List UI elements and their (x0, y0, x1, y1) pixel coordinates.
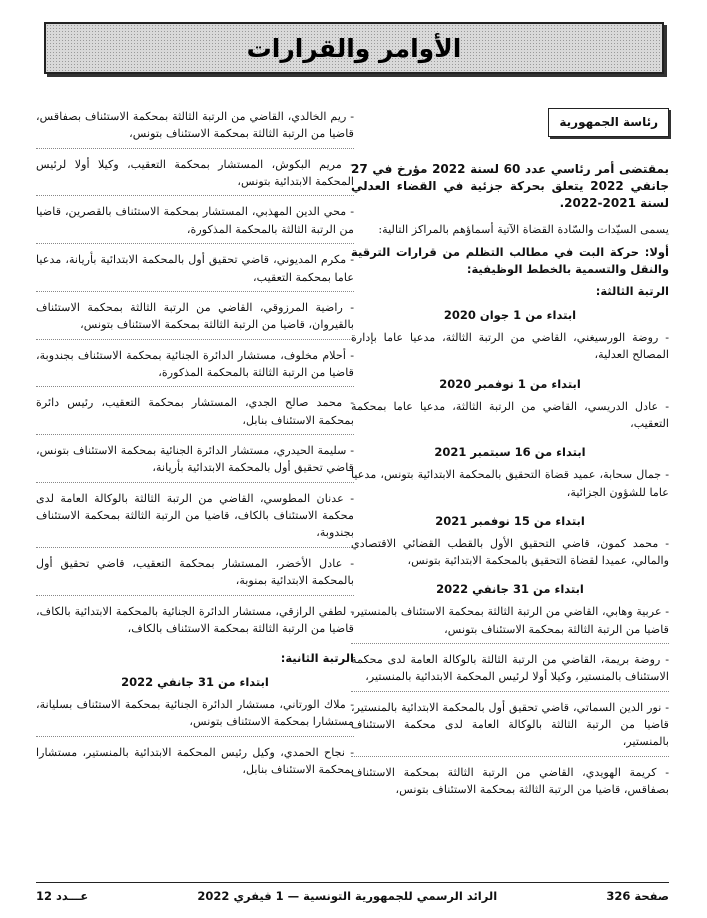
intro-paragraph: يسمى السيّدات والسّادة القضاة الآتية أسماؤهم بالمراكز التالية: (378, 222, 669, 236)
appointment-entry: - روضة الورسيغني، القاضي من الرتبة الثالثة، مدعيا عاما بإدارة المصالح العدلية، (351, 331, 669, 362)
appointment-entry: - ملاك الورتاني، مستشار الدائرة الجنائية بمحكمة الاستئناف بسليانة، مستشارا بمحكمة الاستئناف بتونس، (36, 696, 354, 737)
date-group (351, 603, 669, 803)
page-footer (36, 882, 669, 906)
appointment-entry: - محمد صالح الجدي، المستشار بمحكمة التعقيب، رئيس دائرة بمحكمة الاستئناف بنابل، (36, 394, 354, 435)
effective-date-heading: ابتداء من 1 نوفمبر 2020 (439, 376, 581, 391)
appointment-entry: - عربية وهابي، القاضي من الرتبة الثالثة بمحكمة الاستئناف بالمنستير، قاضيا من الرتبة الثالثة بمحكمة الاستئناف بتونس، (351, 603, 669, 644)
appointment-entry: - كريمة الهويدي، القاضي من الرتبة الثالثة بمحكمة الاستئناف بصفاقس، قاضيا من الرتبة الثالثة بمحكمة الاستئناف بتونس، (351, 765, 669, 797)
date-group (351, 398, 669, 438)
appointment-entry: - نجاح الحمدي، وكيل رئيس المحكمة الابتدائية بالمنستير، مستشارا بمحكمة الاستئناف بنابل، (36, 745, 354, 776)
appointment-entry: - مكرم المديوني، قاضي تحقيق أول بالمحكمة الابتدائية بأريانة، مدعيا عاما بمحكمة التعقيب، (36, 251, 354, 292)
rank-three-heading: الرتبة الثالثة: (595, 284, 669, 299)
appointment-entry: - سليمة الحيدري، مستشار الدائرة الجنائية بمحكمة الاستئناف بتونس، قاضي تحقيق أول بالمحكمة الابتدائية بأريانة، (36, 442, 354, 483)
footer-journal: الرائد الرسمي للجمهورية التونسية — 1 فيفري 2022 (197, 889, 498, 903)
effective-date-heading: ابتداء من 16 سبتمبر 2021 (434, 445, 586, 460)
date-group (351, 535, 669, 575)
first-heading: أولا: حركة البت في مطالب التظلم من قرارات الترقية والنقل والتسمية بالخطط الوظيفية: (351, 245, 669, 276)
appointment-entry: - أحلام مخلوف، مستشار الدائرة الجنائية بمحكمة الاستئناف بجندوبة، قاضيا من الرتبة الثالثة بالمحكمة المذكورة، (36, 347, 354, 388)
appointment-entry: - راضية المرزوقي، القاضي من الرتبة الثالثة بمحكمة الاستئناف بالقيروان، قاضيا من الرتبة الثالثة بمحكمة الاستئناف بتونس، (36, 299, 354, 340)
appointment-entry: - نور الدين السماتي، قاضي تحقيق أول بالمحكمة الابتدائية بالمنستير، قاضيا من الرتبة الثالثة بالوكالة العامة لدى محكمة الاستئناف بالمنستير، (351, 699, 669, 757)
effective-date-heading: ابتداء من 1 جوان 2020 (443, 308, 577, 323)
footer-page: صفحة 326 (606, 889, 669, 903)
left-date-heading: ابتداء من 31 جانفي 2022 (121, 675, 269, 690)
banner-title: الأوامر والقرارات (246, 33, 462, 63)
appointment-entry: - لطفي الرازقي، مستشار الدائرة الجنائية بالمحكمة الابتدائية بالكاف، قاضيا من الرتبة الثالثة بمحكمة الاستئناف بالكاف، (36, 604, 354, 635)
left-entries-rank2 (36, 696, 354, 783)
date-group (351, 466, 669, 506)
footer-issue: عـــدد 12 (36, 889, 89, 903)
right-groups (351, 307, 669, 803)
appointment-entry: - عدنان المطوسي، القاضي من الرتبة الثالثة بالوكالة العامة لدى محكمة الاستئناف بالكاف، قاضيا من الرتبة الثالثة بمحكمة الاستئناف بجندوبة، (36, 490, 354, 548)
rank-two-heading: الرتبة الثانية: (280, 651, 354, 666)
appointment-entry: - روضة بريمة، القاضي من الرتبة الثالثة بالوكالة العامة لدى محكمة الاستئناف بالمنستير، وكيلا أولا لرئيس المحكمة الابتدائية بالمنستير، (351, 651, 669, 692)
appointment-entry: - عادل الدريسي، القاضي من الرتبة الثالثة، مدعيا عاما بمحكمة التعقيب، (351, 399, 669, 430)
appointment-entry: - مريم البكوش، المستشار بمحكمة التعقيب، وكيلا أولا لرئيس المحكمة الابتدائية بتونس، (36, 156, 354, 197)
section-banner (44, 22, 664, 74)
left-column (36, 108, 354, 790)
date-group (351, 329, 669, 369)
appointment-entry: - محي الدين المهذبي، المستشار بمحكمة الاستئناف بالقصرين، قاضيا من الرتبة الثالثة بالمحكمة المذكورة، (36, 203, 354, 244)
appointment-entry: - محمد كمون، قاضي التحقيق الأول بالقطب القضائي الاقتصادي والمالي، عميدا لقضاة التحقيق بالمحكمة الابتدائية بتونس، (351, 536, 669, 568)
appointment-entry: - جمال سحابة، عميد قضاة التحقيق بالمحكمة الابتدائية بتونس، مدعيا عاما للشؤون الجزائية، (351, 468, 669, 499)
section-label: رئاسة الجمهورية (548, 108, 669, 137)
left-entries (36, 108, 354, 642)
effective-date-heading: ابتداء من 15 نوفمبر 2021 (435, 513, 585, 528)
right-column (351, 108, 669, 810)
decree-heading: بمقتضى أمر رئاسي عدد 60 لسنة 2022 مؤرخ في 27 جانفي 2022 يتعلق بحركة جزئية في القضاء العدلي لسنة 2021-2022. (351, 161, 670, 211)
effective-date-heading: ابتداء من 31 جانفي 2022 (436, 582, 584, 597)
appointment-entry: - ريم الخالدي، القاضي من الرتبة الثالثة بمحكمة الاستئناف بصفاقس، قاضيا من الرتبة الثالثة بمحكمة الاستئناف بتونس، (36, 108, 354, 149)
appointment-entry: - عادل الأخضر، المستشار بمحكمة التعقيب، قاضي تحقيق أول بالمحكمة الابتدائية بمنوبة، (36, 555, 354, 596)
